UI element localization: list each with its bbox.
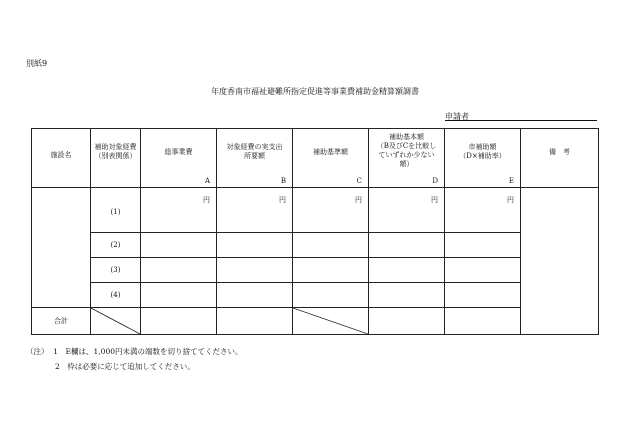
total-cost-total-cell[interactable] [141, 308, 217, 335]
column-letter-c: C [356, 177, 362, 185]
yen-unit: 円 [355, 196, 362, 204]
applicant-label: 申請者 [445, 112, 469, 121]
row-label: (1) [110, 208, 121, 216]
basic-amount-cell[interactable] [369, 233, 445, 258]
city-subsidy-total-cell[interactable] [445, 308, 521, 335]
header-remarks: 備 考 [521, 129, 599, 188]
header-standard-amount: 補助基準額 C [293, 129, 369, 188]
total-cost-cell[interactable] [141, 233, 217, 258]
standard-amount-cell[interactable] [293, 258, 369, 283]
facility-name-cell[interactable] [32, 188, 91, 308]
standard-amount-cell[interactable] [293, 188, 369, 233]
total-label: 合計 [32, 308, 91, 335]
total-cost-cell[interactable] [141, 188, 217, 233]
basic-amount-total-cell[interactable] [369, 308, 445, 335]
row-label-cell [91, 188, 141, 233]
row-label: (2) [91, 233, 141, 258]
header-total-cost: 総事業費 A [141, 129, 217, 188]
row-label: (4) [91, 283, 141, 308]
basic-amount-cell[interactable] [369, 188, 445, 233]
city-subsidy-cell[interactable] [445, 258, 521, 283]
column-letter-e: E [508, 177, 514, 185]
applicant-signature-line[interactable] [445, 120, 597, 121]
settlement-table [31, 128, 599, 335]
header-subsidy-category: 補助対象経費 （別表関係） [91, 129, 141, 188]
yen-unit: 円 [279, 196, 286, 204]
city-subsidy-cell[interactable] [445, 283, 521, 308]
column-letter-d: D [432, 177, 438, 185]
header-basic-amount: 補助基本額 （B及びCを比較し ていずれか少ない 額） D [369, 129, 445, 188]
actual-expense-cell[interactable] [217, 258, 293, 283]
standard-amount-cell[interactable] [293, 233, 369, 258]
actual-expense-total-cell[interactable] [217, 308, 293, 335]
header-city-subsidy: 市補助額 （D×補助率） E [445, 129, 521, 188]
standard-amount-crossed-cell [293, 308, 369, 335]
header-facility: 施設名 [32, 129, 91, 188]
form-number: 別紙9 [26, 59, 48, 68]
column-letter-b: B [280, 177, 286, 185]
header-actual-expense: 対象経費の実支出 所要額 B [217, 129, 293, 188]
total-cost-cell[interactable] [141, 283, 217, 308]
yen-unit: 円 [203, 196, 210, 204]
total-cost-cell[interactable] [141, 258, 217, 283]
basic-amount-cell[interactable] [369, 258, 445, 283]
note-2: 2 枠は必要に応じて追加してください。 [55, 362, 195, 371]
city-subsidy-cell[interactable] [445, 188, 521, 233]
city-subsidy-cell[interactable] [445, 233, 521, 258]
actual-expense-cell[interactable] [217, 283, 293, 308]
column-letter-a: A [204, 177, 210, 185]
document-title: 年度香南市福祉避難所指定促進等事業費補助金精算額調書 [211, 87, 419, 96]
standard-amount-cell[interactable] [293, 283, 369, 308]
row-label: (3) [91, 258, 141, 283]
actual-expense-cell[interactable] [217, 188, 293, 233]
note-1: （注） 1 E欄は、1,000円未満の端数を切り捨ててください。 [26, 347, 243, 356]
total-category-crossed-cell [91, 308, 141, 335]
actual-expense-cell[interactable] [217, 233, 293, 258]
yen-unit: 円 [431, 196, 438, 204]
remarks-cell[interactable] [521, 188, 599, 335]
yen-unit: 円 [507, 196, 514, 204]
basic-amount-cell[interactable] [369, 283, 445, 308]
